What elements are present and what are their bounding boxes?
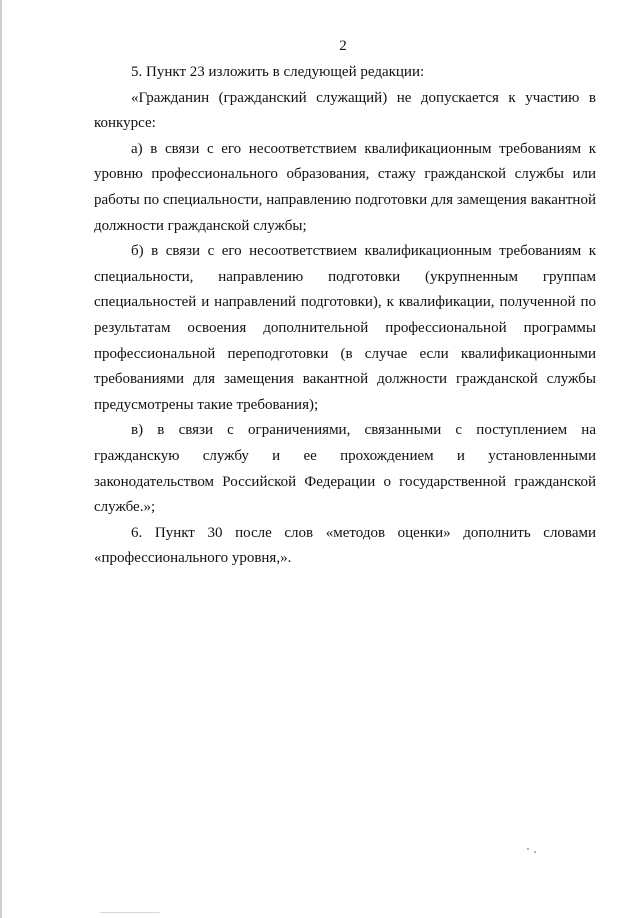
scan-edge (0, 0, 2, 918)
paragraph-subitem-v: в) в связи с ограничениями, связанными с поступлением на гражданскую службу и ее прохождением и установленными законодательством Российской Федерации о государственной гражданской службе.»; (94, 422, 596, 516)
scan-speck (100, 912, 160, 913)
paragraph-item-6: 6. Пункт 30 после слов «методов оценки» дополнить словами «профессионального уровня,». (94, 524, 596, 567)
scan-speck (534, 851, 536, 853)
scan-speck (527, 848, 529, 850)
paragraph-subitem-b: б) в связи с его несоответствием квалификационным требованиям к специальности, направлению подготовки (укрупненным группам специальностей и направлений подготовки), к квалификации, полученной по результатам освоения дополнительной профессиональной программы профессиональной переподготовки (в случае если квалификационными требованиями для замещения вакантной должности гражданской службы предусмотрены такие требования); (94, 243, 596, 413)
document-body (94, 60, 596, 572)
paragraph-subitem-a: а) в связи с его несоответствием квалификационным требованиям к уровню профессионального образования, стажу гражданской службы или работы по специальности, направлению подготовки для замещения вакантной должности гражданской службы; (94, 140, 596, 234)
page-number: 2 (339, 38, 347, 54)
paragraph-quote-intro: «Гражданин (гражданский служащий) не допускается к участию в конкурсе: (94, 89, 596, 132)
paragraph-item-5: 5. Пункт 23 изложить в следующей редакции: (131, 64, 425, 80)
